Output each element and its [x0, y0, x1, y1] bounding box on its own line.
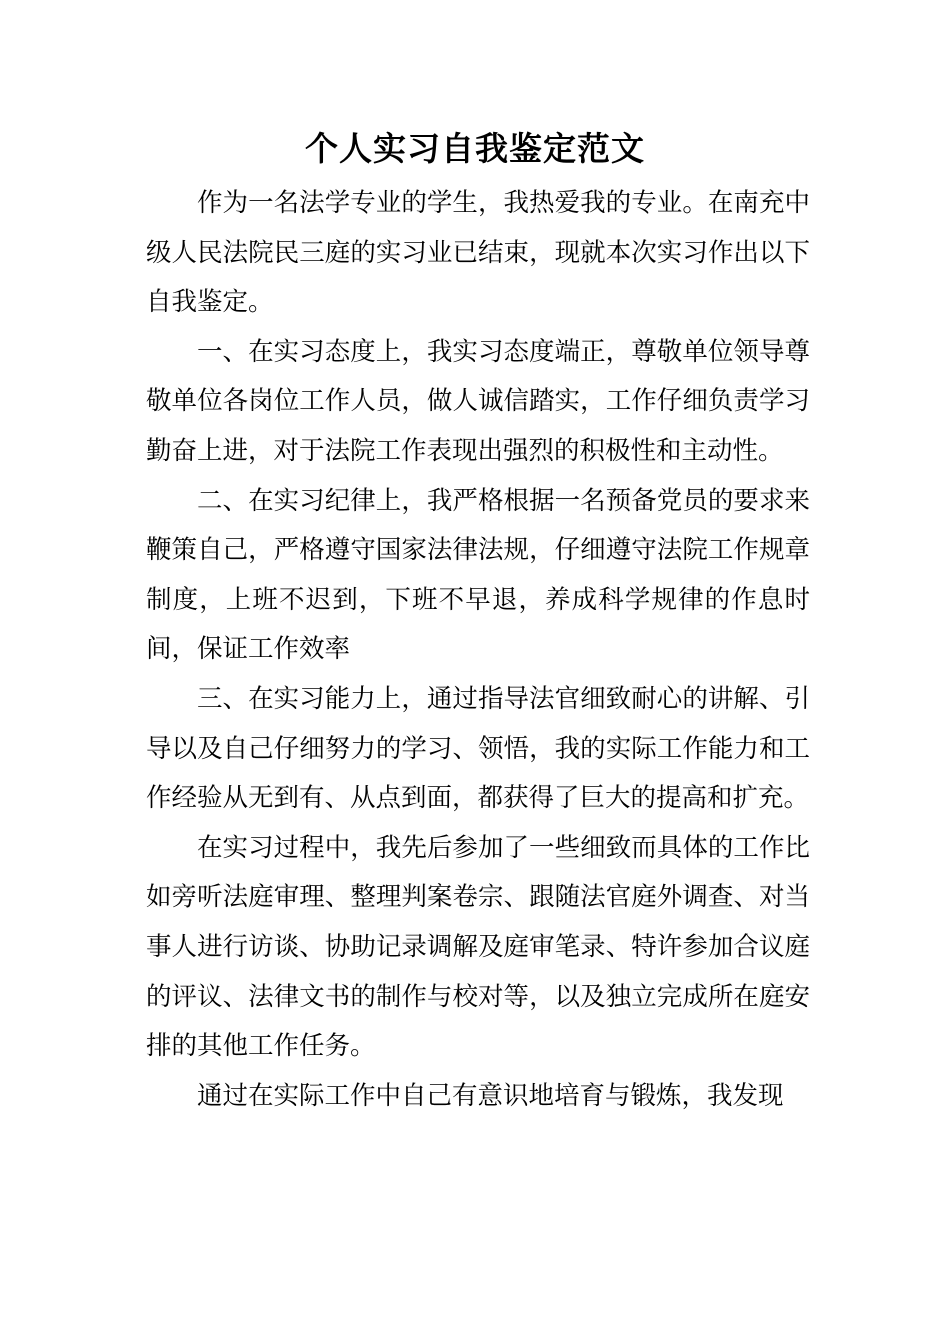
document-title: 个人实习自我鉴定范文 [305, 129, 645, 168]
paragraph-ability: 三、在实习能力上，通过指导法官细致耐心的讲解、引导以及自己仔细努力的学习、领悟，我的实际工作能力和工作经验从无到有、从点到面，都获得了巨大的提高和扩充。 [146, 683, 810, 814]
paragraph-attitude: 一、在实习态度上，我实习态度端正，尊敬单位领导尊敬单位各岗位工作人员，做人诚信踏实，工作仔细负责学习勤奋上进，对于法院工作表现出强烈的积极性和主动性。 [146, 336, 810, 466]
paragraph-process: 在实习过程中，我先后参加了一些细致而具体的工作比如旁听法庭审理、整理判案卷宗、跟随法官庭外调查、对当事人进行访谈、协助记录调解及庭审笔录、特许参加合议庭的评议、法律文书的制作与校对等，以及独立完成所在庭安排的其他工作任务。 [146, 832, 810, 1062]
document-body [146, 179, 810, 1121]
paragraph-intro: 作为一名法学专业的学生，我热爱我的专业。在南充中级人民法院民三庭的实习业已结束，现就本次实习作出以下自我鉴定。 [146, 188, 810, 318]
paragraph-reflection: 通过在实际工作中自己有意识地培育与锻炼，我发现 [197, 1080, 784, 1111]
paragraph-discipline: 二、在实习纪律上，我严格根据一名预备党员的要求来鞭策自己，严格遵守国家法律法规，仔细遵守法院工作规章制度，上班不迟到，下班不早退，养成科学规律的作息时间，保证工作效率 [146, 485, 810, 665]
